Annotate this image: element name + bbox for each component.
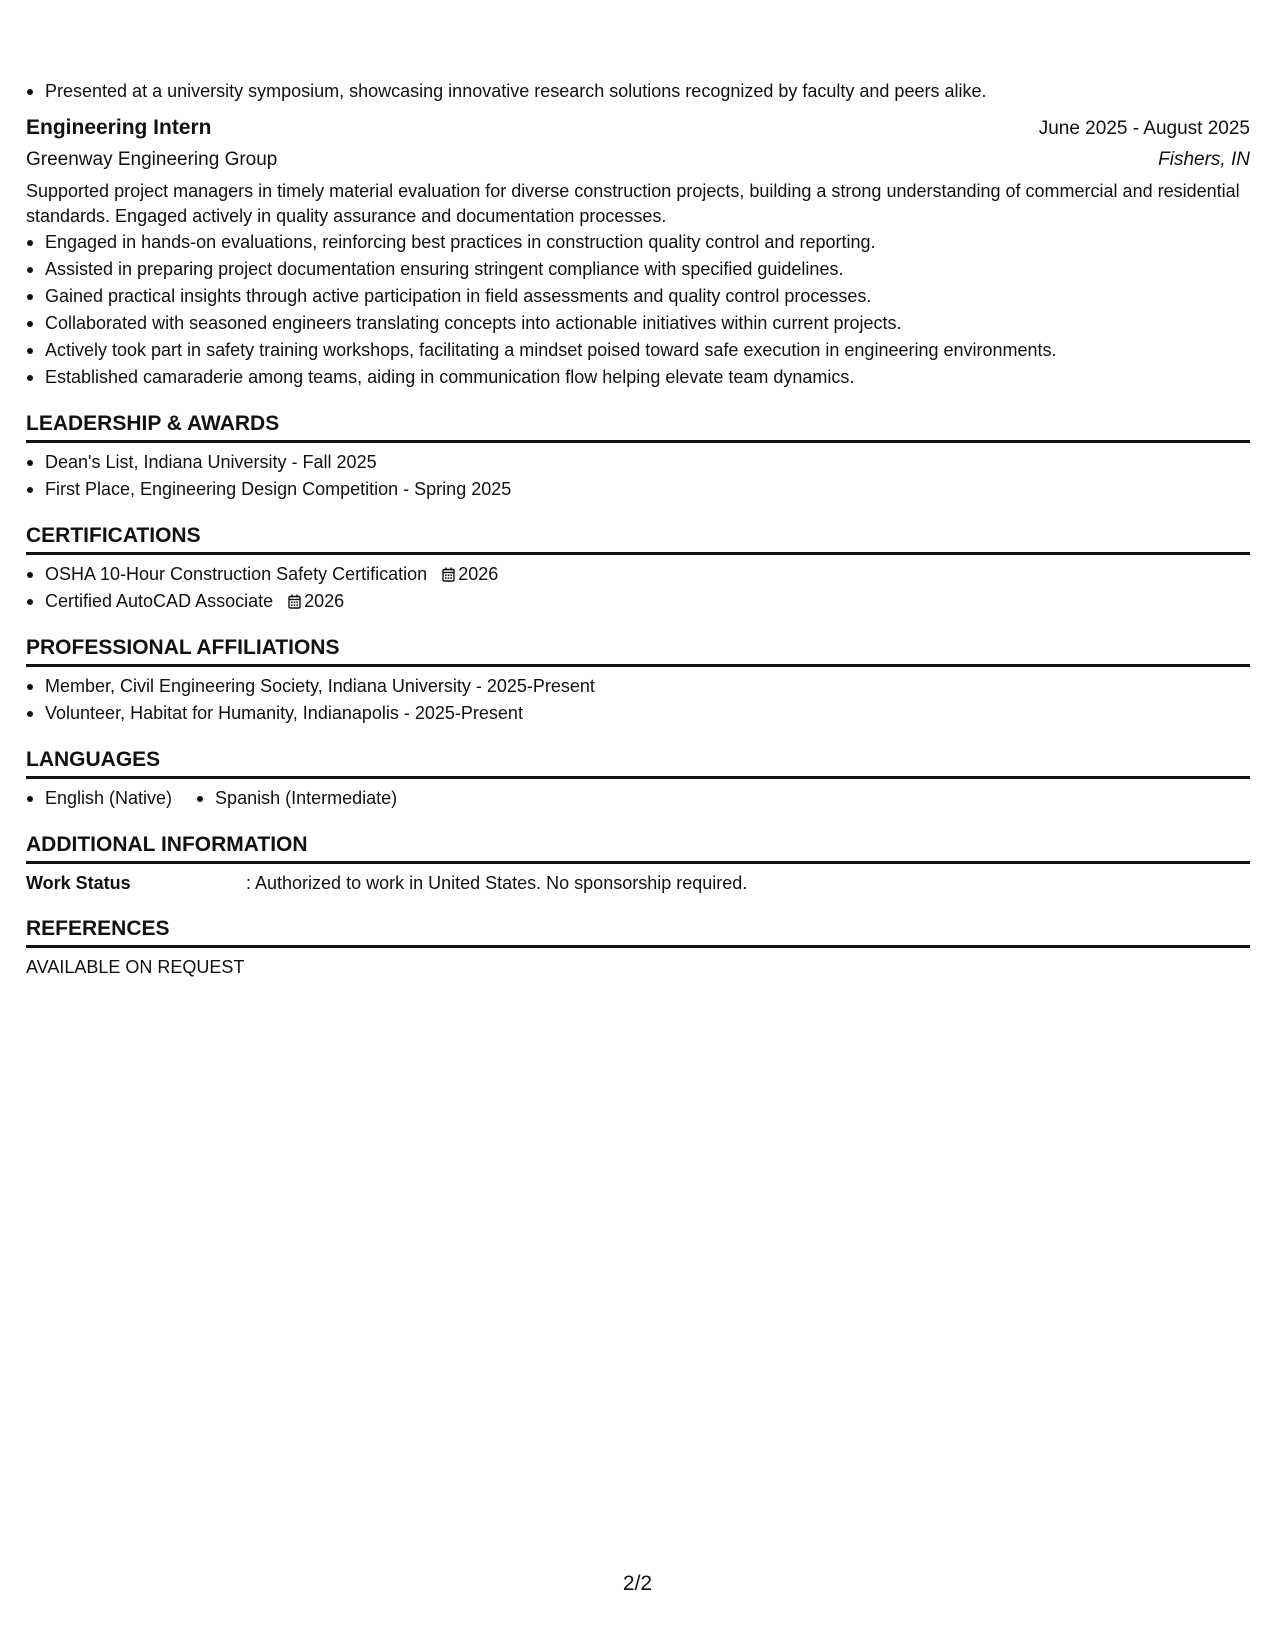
- certifications-list: [26, 561, 1250, 615]
- certification-name: OSHA 10-Hour Construction Safety Certification: [45, 564, 428, 584]
- references-section: [26, 915, 1250, 980]
- resume-page: [26, 78, 1250, 980]
- list-item: First Place, Engineering Design Competition - Spring 2025: [26, 476, 1250, 503]
- list-item: Established camaraderie among teams, aiding in communication flow helping elevate team dynamics.: [26, 364, 1250, 391]
- languages-section: [26, 746, 1250, 812]
- certification-name: Certified AutoCAD Associate: [45, 591, 274, 611]
- leadership-list: [26, 449, 1250, 503]
- job-summary: Supported project managers in timely material evaluation for diverse construction projects, building a strong understanding of commercial and residential standards. Engaged actively in quality assurance and documentation processes.: [26, 181, 1240, 226]
- leadership-section: [26, 410, 1250, 503]
- list-item: Actively took part in safety training workshops, facilitating a mindset poised toward safe execution in engineering environments.: [26, 337, 1250, 364]
- section-heading: LEADERSHIP & AWARDS: [26, 410, 1250, 443]
- calendar-icon: [288, 594, 301, 609]
- list-item: [26, 588, 1250, 615]
- work-status-label: Work Status: [26, 873, 131, 893]
- section-heading: REFERENCES: [26, 915, 1250, 948]
- list-item: [26, 561, 1250, 588]
- page-number: 2/2: [622, 1572, 653, 1595]
- job-location: Fishers, IN: [1158, 149, 1250, 170]
- job-dates: June 2025 - August 2025: [1038, 118, 1250, 139]
- certification-year: 2026: [458, 564, 499, 584]
- certifications-section: [26, 522, 1250, 615]
- section-heading: LANGUAGES: [26, 746, 1250, 779]
- list-item: Assisted in preparing project documentation ensuring stringent compliance with specified guidelines.: [26, 256, 1250, 283]
- job-title: Engineering Intern: [26, 116, 212, 139]
- experience-entry: [26, 113, 1250, 391]
- certification-year: 2026: [304, 591, 345, 611]
- list-item: Volunteer, Habitat for Humanity, Indianapolis - 2025-Present: [26, 700, 1250, 727]
- list-item: Engaged in hands-on evaluations, reinforcing best practices in construction quality control and reporting.: [26, 229, 1250, 256]
- affiliations-list: [26, 673, 1250, 727]
- section-heading: ADDITIONAL INFORMATION: [26, 831, 1250, 864]
- list-item: Presented at a university symposium, showcasing innovative research solutions recognized by faculty and peers alike.: [26, 78, 1250, 105]
- company-name: Greenway Engineering Group: [26, 149, 278, 170]
- additional-info-section: [26, 831, 1250, 896]
- languages-list: [26, 785, 1250, 812]
- list-item: Gained practical insights through active participation in field assessments and quality control processes.: [26, 283, 1250, 310]
- section-heading: PROFESSIONAL AFFILIATIONS: [26, 634, 1250, 667]
- job-header: [26, 113, 1250, 144]
- job-subheader: [26, 144, 1250, 176]
- list-item: English (Native): [26, 785, 172, 812]
- affiliations-section: [26, 634, 1250, 727]
- job-bullets: [26, 229, 1250, 391]
- section-heading: CERTIFICATIONS: [26, 522, 1250, 555]
- list-item: Spanish (Intermediate): [196, 785, 397, 812]
- list-item: Collaborated with seasoned engineers translating concepts into actionable initiatives within current projects.: [26, 310, 1250, 337]
- previous-role-bullets: [26, 78, 1250, 105]
- calendar-icon: [442, 567, 455, 582]
- list-item: Member, Civil Engineering Society, Indiana University - 2025-Present: [26, 673, 1250, 700]
- work-status-value: : Authorized to work in United States. No sponsorship required.: [246, 873, 748, 893]
- work-status-row: [26, 870, 1250, 896]
- list-item: Dean's List, Indiana University - Fall 2025: [26, 449, 1250, 476]
- references-text: AVAILABLE ON REQUEST: [26, 957, 245, 977]
